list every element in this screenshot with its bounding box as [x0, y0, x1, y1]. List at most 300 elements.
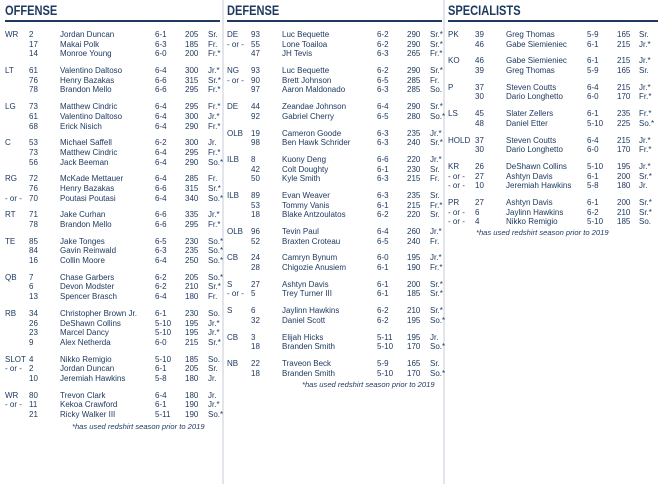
height: 6-3: [377, 138, 389, 148]
position-group: [227, 155, 442, 184]
class-year: Sr.*: [208, 337, 221, 347]
player-row: [227, 289, 442, 299]
player-name: Trevon Clark: [60, 390, 106, 400]
player-name: Ashtyn Davis: [506, 197, 553, 207]
weight: 165: [617, 30, 631, 39]
weight: 170: [617, 145, 631, 155]
player-name: Daniel Scott: [282, 315, 326, 325]
position: S: [227, 306, 233, 316]
player-name: Valentino Daltoso: [60, 111, 123, 121]
player-row: [227, 49, 442, 59]
weight: 235: [185, 246, 199, 256]
player-name: Erick Nisich: [60, 121, 102, 131]
position-group: [5, 30, 220, 59]
offense-redshirt-note: *has used redshirt season prior to 2019: [72, 421, 205, 431]
height: 6-4: [155, 102, 167, 112]
player-row: [227, 40, 442, 50]
weight: 210: [185, 282, 199, 292]
class-year: So.*: [208, 256, 224, 266]
jersey-number: 46: [475, 56, 484, 66]
height: 6-1: [587, 39, 599, 49]
position-group: [227, 191, 442, 220]
weight: 295: [185, 85, 199, 95]
height: 6-1: [587, 171, 599, 181]
player-name: Traveon Beck: [282, 358, 332, 368]
player-row: [5, 236, 224, 247]
position: LG: [5, 102, 16, 112]
player-row: [5, 157, 224, 168]
player-name: Steven Coutts: [506, 135, 557, 145]
jersey-number: 39: [475, 66, 484, 76]
player-row: [448, 83, 658, 93]
position: S: [227, 279, 233, 289]
height: 6-0: [155, 49, 167, 59]
position-group: [5, 236, 224, 266]
height: 6-1: [377, 200, 389, 210]
jersey-number: 93: [251, 66, 260, 76]
player-row: [227, 306, 442, 316]
height: 6-5: [377, 111, 389, 121]
class-year: Fr.*: [208, 220, 221, 229]
offense-depth-chart: [5, 30, 224, 420]
class-year: Fr.*: [208, 85, 221, 95]
player-row: [227, 102, 442, 112]
weight: 205: [185, 30, 199, 39]
height: 6-5: [155, 236, 167, 246]
height: 6-1: [377, 289, 389, 299]
height: 6-1: [587, 56, 599, 66]
jersey-number: 22: [251, 358, 260, 368]
position-group: [448, 56, 658, 75]
height: 5-10: [377, 342, 394, 352]
position-group: [5, 66, 220, 95]
weight: 295: [185, 102, 199, 112]
position-group: [227, 129, 442, 148]
player-row: [5, 391, 220, 401]
class-year: Fr.: [430, 174, 440, 184]
weight: 290: [407, 30, 421, 39]
class-year: Jr.*: [639, 135, 651, 145]
player-name: Matthew Cindric: [60, 147, 118, 157]
player-row: [5, 328, 220, 338]
weight: 285: [407, 85, 421, 95]
player-name: Ben Hawk Schrider: [282, 138, 351, 148]
player-row: [227, 85, 442, 95]
class-year: Sr.: [430, 164, 440, 174]
class-year: Sr.*: [430, 306, 443, 316]
height: 6-3: [377, 190, 389, 200]
defense-title-rule: [227, 20, 442, 22]
weight: 200: [185, 49, 199, 59]
player-row: [5, 184, 220, 194]
player-name: Brett Johnson: [282, 75, 332, 85]
class-year: Sr.*: [208, 75, 221, 85]
class-year: So.*: [208, 410, 224, 419]
weight: 190: [185, 400, 199, 410]
defense-section: [227, 3, 446, 390]
class-year: Sr.*: [639, 171, 652, 181]
jersey-number: 6: [29, 282, 34, 292]
weight: 205: [185, 364, 199, 374]
player-name: JH Tevis: [282, 49, 313, 59]
weight: 215: [617, 56, 631, 66]
position: NB: [227, 358, 239, 368]
player-name: Dario Longhetto: [506, 145, 563, 155]
jersey-number: 28: [251, 263, 260, 273]
height: 6-4: [155, 390, 167, 400]
player-row: [227, 138, 442, 148]
position: TE: [5, 236, 16, 246]
player-name: Brandon Mello: [60, 220, 112, 229]
position: - or -: [227, 289, 244, 299]
player-row: [5, 40, 220, 50]
class-year: So.*: [208, 246, 224, 256]
position: CB: [227, 332, 239, 342]
jersey-number: 47: [251, 49, 260, 59]
weight: 290: [407, 66, 421, 76]
position-group: [448, 162, 658, 191]
class-year: Sr.: [639, 66, 649, 76]
player-row: [227, 174, 442, 184]
player-row: [5, 138, 220, 148]
class-year: Sr.: [639, 30, 649, 39]
jersey-number: 9: [29, 337, 34, 347]
jersey-number: 53: [29, 138, 38, 148]
player-name: Branden Smith: [282, 368, 335, 378]
jersey-number: 26: [29, 318, 38, 328]
height: 5-10: [587, 217, 604, 227]
position: ILB: [227, 190, 240, 200]
class-year: So.: [208, 308, 221, 318]
player-name: Steven Coutts: [506, 82, 557, 92]
height: 5-10: [155, 318, 172, 328]
jersey-number: 72: [29, 174, 38, 184]
player-row: [227, 359, 442, 369]
player-row: [5, 112, 220, 122]
jersey-number: 16: [29, 256, 38, 266]
weight: 180: [185, 373, 199, 383]
jersey-number: 39: [475, 30, 484, 39]
height: 6-3: [377, 85, 389, 95]
player-name: Greg Thomas: [506, 66, 555, 76]
position: WR: [5, 30, 19, 39]
height: 6-3: [377, 128, 389, 138]
jersey-number: 6: [251, 306, 256, 316]
jersey-number: 71: [29, 210, 38, 220]
weight: 290: [407, 39, 421, 49]
weight: 300: [185, 66, 199, 76]
position: - or -: [448, 181, 465, 191]
player-row: [448, 136, 658, 146]
player-name: Greg Thomas: [506, 30, 555, 39]
class-year: So.*: [430, 111, 446, 121]
position: - or -: [448, 171, 465, 181]
player-row: [5, 410, 224, 420]
class-year: Jr.*: [639, 82, 651, 92]
position-group: [5, 355, 220, 384]
player-row: [448, 181, 658, 191]
player-name: Elijah Hicks: [282, 332, 324, 342]
weight: 290: [407, 102, 421, 112]
class-year: Fr.: [208, 174, 218, 184]
jersey-number: 6: [475, 207, 480, 217]
weight: 295: [185, 147, 199, 157]
jersey-number: 78: [29, 220, 38, 229]
jersey-number: 37: [475, 82, 484, 92]
class-year: Jr.*: [639, 56, 651, 66]
defense-redshirt-note: *has used redshirt season prior to 2019: [302, 380, 435, 390]
player-name: Kuony Deng: [282, 154, 327, 164]
weight: 180: [185, 292, 199, 302]
position-group: [5, 272, 224, 302]
player-row: [5, 374, 220, 384]
position: PR: [448, 197, 460, 207]
class-year: Sr.: [208, 364, 218, 374]
specialists-redshirt-note: *has used redshirt season prior to 2019: [476, 228, 609, 237]
specialists-depth-chart: [448, 30, 658, 227]
player-name: Branden Smith: [282, 342, 335, 352]
class-year: Sr.: [430, 190, 440, 200]
weight: 295: [185, 220, 199, 229]
jersey-number: 10: [29, 373, 38, 383]
weight: 210: [617, 207, 631, 217]
position-group: [448, 198, 658, 227]
player-row: [448, 198, 658, 208]
player-row: [5, 319, 220, 329]
player-row: [5, 49, 220, 59]
position-group: [448, 109, 658, 128]
class-year: Jr.*: [208, 111, 220, 121]
weight: 230: [407, 164, 421, 174]
player-row: [5, 246, 224, 256]
player-name: Chigozie Anusiem: [282, 263, 347, 273]
jersey-number: 76: [29, 183, 38, 193]
weight: 260: [407, 227, 421, 236]
player-row: [5, 338, 220, 348]
weight: 265: [407, 49, 421, 59]
player-row: [448, 119, 658, 129]
position-group: [227, 253, 442, 272]
player-row: [5, 148, 220, 158]
position: - or -: [227, 39, 244, 49]
class-year: Sr.: [430, 358, 440, 368]
position: DE: [227, 30, 239, 39]
jersey-number: 34: [29, 308, 38, 318]
position: P: [448, 82, 454, 92]
weight: 190: [185, 410, 199, 419]
player-row: [448, 56, 658, 66]
player-row: [448, 172, 658, 182]
player-name: McKade Mettauer: [60, 174, 124, 184]
height: 6-0: [587, 92, 599, 102]
player-row: [5, 220, 220, 230]
class-year: Jr.*: [430, 154, 442, 164]
jersey-number: 52: [251, 236, 260, 246]
jersey-number: 24: [251, 253, 260, 263]
player-row: [5, 193, 224, 204]
weight: 280: [407, 111, 421, 121]
height: 5-10: [587, 118, 604, 128]
position: ILB: [227, 154, 240, 164]
class-year: Jr.*: [639, 161, 651, 171]
player-row: [448, 92, 658, 102]
jersey-number: 17: [29, 39, 38, 49]
player-name: Jaylinn Hawkins: [506, 207, 564, 217]
height: 6-2: [155, 272, 167, 282]
weight: 230: [185, 308, 199, 318]
player-name: Monroe Young: [60, 49, 112, 59]
height: 5-10: [377, 368, 394, 378]
weight: 225: [617, 118, 631, 128]
position-group: [5, 138, 224, 167]
player-row: [227, 333, 442, 343]
position: - or -: [5, 400, 22, 410]
class-year: Jr.*: [208, 66, 220, 76]
player-name: Marcel Dancy: [60, 328, 109, 338]
class-year: So.*: [430, 342, 446, 352]
height: 6-1: [587, 197, 599, 207]
class-year: Sr.*: [430, 66, 443, 76]
player-row: [5, 292, 220, 302]
player-row: [5, 355, 220, 365]
weight: 335: [185, 210, 199, 220]
weight: 215: [617, 82, 631, 92]
weight: 285: [407, 75, 421, 85]
jersey-number: 14: [29, 49, 38, 59]
height: 6-6: [155, 210, 167, 220]
position: LS: [448, 109, 458, 119]
weight: 300: [185, 111, 199, 121]
position: RG: [5, 174, 17, 184]
jersey-number: 73: [29, 147, 38, 157]
position-group: [5, 174, 224, 203]
position: QB: [5, 272, 17, 282]
jersey-number: 30: [475, 145, 484, 155]
height: 6-1: [155, 400, 167, 410]
height: 6-6: [155, 85, 167, 95]
class-year: Jr.*: [430, 227, 442, 236]
weight: 285: [185, 174, 199, 184]
height: 5-9: [587, 66, 599, 76]
player-name: Lone Toailoa: [282, 39, 328, 49]
player-name: Trey Turner III: [282, 289, 332, 299]
height: 6-4: [155, 292, 167, 302]
height: 6-4: [587, 135, 599, 145]
defense-section-title: DEFENSE: [227, 3, 280, 18]
player-name: Gabe Siemieniec: [506, 39, 567, 49]
jersey-number: 48: [475, 118, 484, 128]
player-name: Nikko Remigio: [506, 217, 558, 227]
offense-section-title: OFFENSE: [5, 3, 58, 18]
class-year: Sr.*: [430, 138, 443, 148]
weight: 170: [617, 92, 631, 102]
class-year: Fr.*: [430, 263, 443, 273]
class-year: So.*: [430, 315, 446, 325]
player-row: [227, 165, 442, 175]
position-group: [448, 83, 658, 102]
player-row: [5, 122, 220, 132]
weight: 180: [617, 181, 631, 191]
position: - or -: [5, 193, 22, 203]
jersey-number: 32: [251, 315, 260, 325]
class-year: Fr.: [430, 236, 440, 246]
class-year: Sr.*: [430, 279, 443, 289]
jersey-number: 4: [475, 217, 480, 227]
class-year: Fr.*: [208, 49, 221, 59]
specialists-section-title: SPECIALISTS: [448, 3, 521, 18]
height: 5-10: [155, 328, 172, 338]
jersey-number: 2: [29, 364, 34, 374]
class-year: Sr.: [208, 30, 218, 39]
class-year: So.*: [208, 272, 224, 282]
height: 6-2: [377, 39, 389, 49]
jersey-number: 53: [251, 200, 260, 210]
jersey-number: 98: [251, 138, 260, 148]
height: 6-3: [377, 174, 389, 184]
player-name: Jack Beeman: [60, 157, 109, 167]
jersey-number: 18: [251, 342, 260, 352]
class-year: Jr.*: [430, 128, 442, 138]
player-row: [227, 368, 446, 379]
position: SLOT: [5, 354, 26, 364]
height: 6-4: [155, 193, 167, 203]
weight: 190: [407, 263, 421, 273]
weight: 300: [185, 138, 199, 148]
player-name: Jeremiah Hawkins: [506, 181, 572, 191]
weight: 215: [617, 135, 631, 145]
jersey-number: 5: [251, 289, 256, 299]
position: OLB: [227, 128, 244, 138]
height: 6-4: [155, 66, 167, 76]
weight: 290: [185, 157, 199, 167]
position: RT: [5, 210, 16, 220]
class-year: Sr.*: [639, 207, 652, 217]
player-name: Christopher Brown Jr.: [60, 308, 137, 318]
height: 6-4: [155, 256, 167, 266]
weight: 200: [407, 279, 421, 289]
jersey-number: 70: [29, 193, 38, 203]
class-year: Jr.: [208, 390, 217, 400]
jersey-number: 18: [251, 368, 260, 378]
height: 6-4: [155, 147, 167, 157]
jersey-number: 90: [251, 75, 260, 85]
height: 6-2: [155, 138, 167, 148]
player-row: [5, 66, 220, 76]
weight: 215: [407, 200, 421, 210]
player-row: [227, 263, 442, 273]
player-row: [227, 342, 446, 352]
jersey-number: 11: [29, 400, 38, 410]
jersey-number: 13: [29, 292, 38, 302]
height: 5-10: [587, 161, 604, 171]
position: DE: [227, 102, 239, 112]
class-year: Fr.*: [639, 92, 652, 102]
weight: 165: [617, 66, 631, 76]
class-year: Fr.*: [430, 200, 443, 210]
class-year: Fr.: [208, 292, 218, 302]
jersey-number: 85: [29, 236, 38, 246]
jersey-number: 80: [29, 390, 38, 400]
jersey-number: 27: [475, 197, 484, 207]
jersey-number: 68: [29, 121, 38, 131]
height: 6-4: [155, 157, 167, 167]
player-name: Braxten Croteau: [282, 236, 341, 246]
jersey-number: 44: [251, 102, 260, 112]
height: 6-1: [377, 279, 389, 289]
player-row: [227, 210, 442, 220]
jersey-number: 4: [29, 354, 34, 364]
height: 6-6: [155, 183, 167, 193]
